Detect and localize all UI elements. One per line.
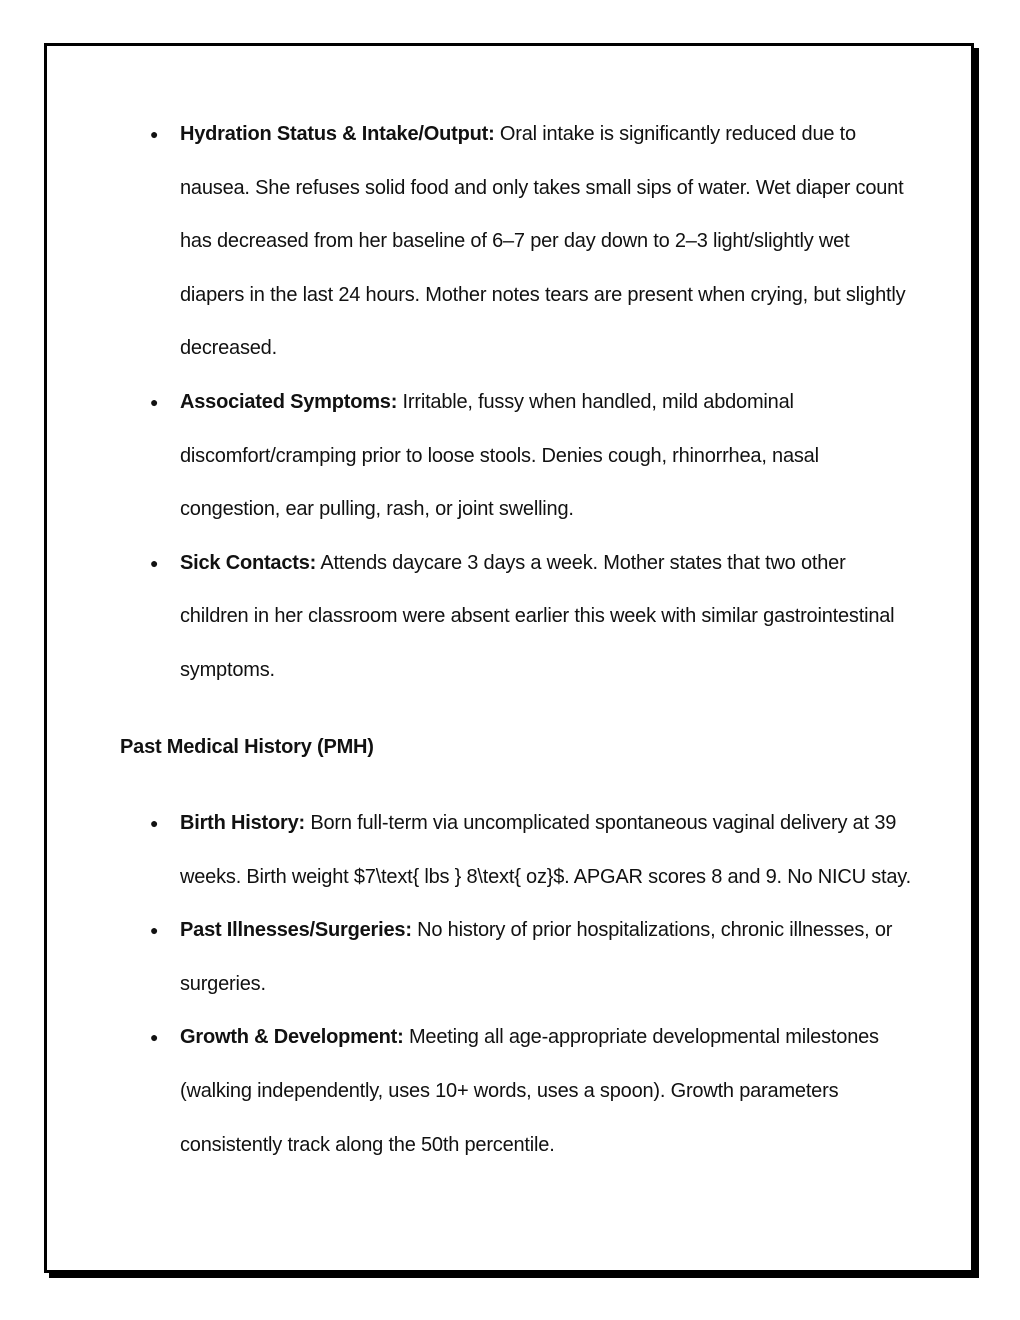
- item-label: Associated Symptoms:: [180, 390, 398, 413]
- item-label: Past Illnesses/Surgeries:: [180, 919, 412, 942]
- bullet-icon: ●: [150, 1029, 159, 1046]
- item-text: Meeting all age-appropriate developmental milestones (walking independently, uses 10+ words, uses a spoon). Growth parameters consistently track along the 50th percentile.: [180, 1026, 879, 1156]
- item-label: Sick Contacts:: [180, 551, 317, 574]
- item-label: Birth History:: [180, 812, 305, 834]
- item-text: Irritable, fussy when handled, mild abdominal discomfort/cramping prior to loose stools. Denies cough, rhinorrhea, nasal congestion, ear pulling, rash, or joint swelling.: [180, 390, 819, 521]
- section-heading-pmh: Past Medical History (PMH): [120, 736, 374, 758]
- list-item-growth-development: [47, 1011, 971, 1172]
- bullet-icon: ●: [150, 554, 159, 571]
- item-label: Growth & Development:: [180, 1026, 404, 1049]
- item-text: No history of prior hospitalizations, chronic illnesses, or surgeries.: [180, 919, 893, 995]
- list-item-sick-contacts: [47, 537, 971, 698]
- pmh-bullet-list: [47, 797, 971, 1172]
- document-content: [47, 46, 971, 1270]
- list-item-hydration: [47, 108, 971, 376]
- item-text: Oral intake is significantly reduced due to nausea. She refuses solid food and only takes small sips of water. Wet diaper count has decreased from her baseline of 6–7 per day down to 2–3 light/slightly wet diapers in the last 24 hours. Mother notes tears are present when crying, but slightly decreased.: [180, 123, 906, 360]
- bullet-icon: ●: [150, 922, 159, 939]
- bullet-icon: ●: [150, 815, 159, 831]
- hpi-bullet-list: [47, 108, 971, 698]
- bullet-icon: ●: [150, 393, 159, 410]
- list-item-associated-symptoms: [47, 376, 971, 537]
- list-item-past-illnesses: [47, 904, 971, 1011]
- item-text: Born full-term via uncomplicated spontaneous vaginal delivery at 39 weeks. Birth weight $7\text{ lbs } 8\text{ oz}$. APGAR scores 8 and 9. No NICU stay.: [180, 812, 911, 888]
- item-label: Hydration Status & Intake/Output:: [180, 123, 495, 145]
- document-page: [44, 43, 974, 1273]
- bullet-icon: ●: [150, 126, 159, 142]
- list-item-birth-history: [47, 797, 971, 904]
- item-text: Attends daycare 3 days a week. Mother states that two other children in her classroom were absent earlier this week with similar gastrointestinal symptoms.: [180, 551, 895, 681]
